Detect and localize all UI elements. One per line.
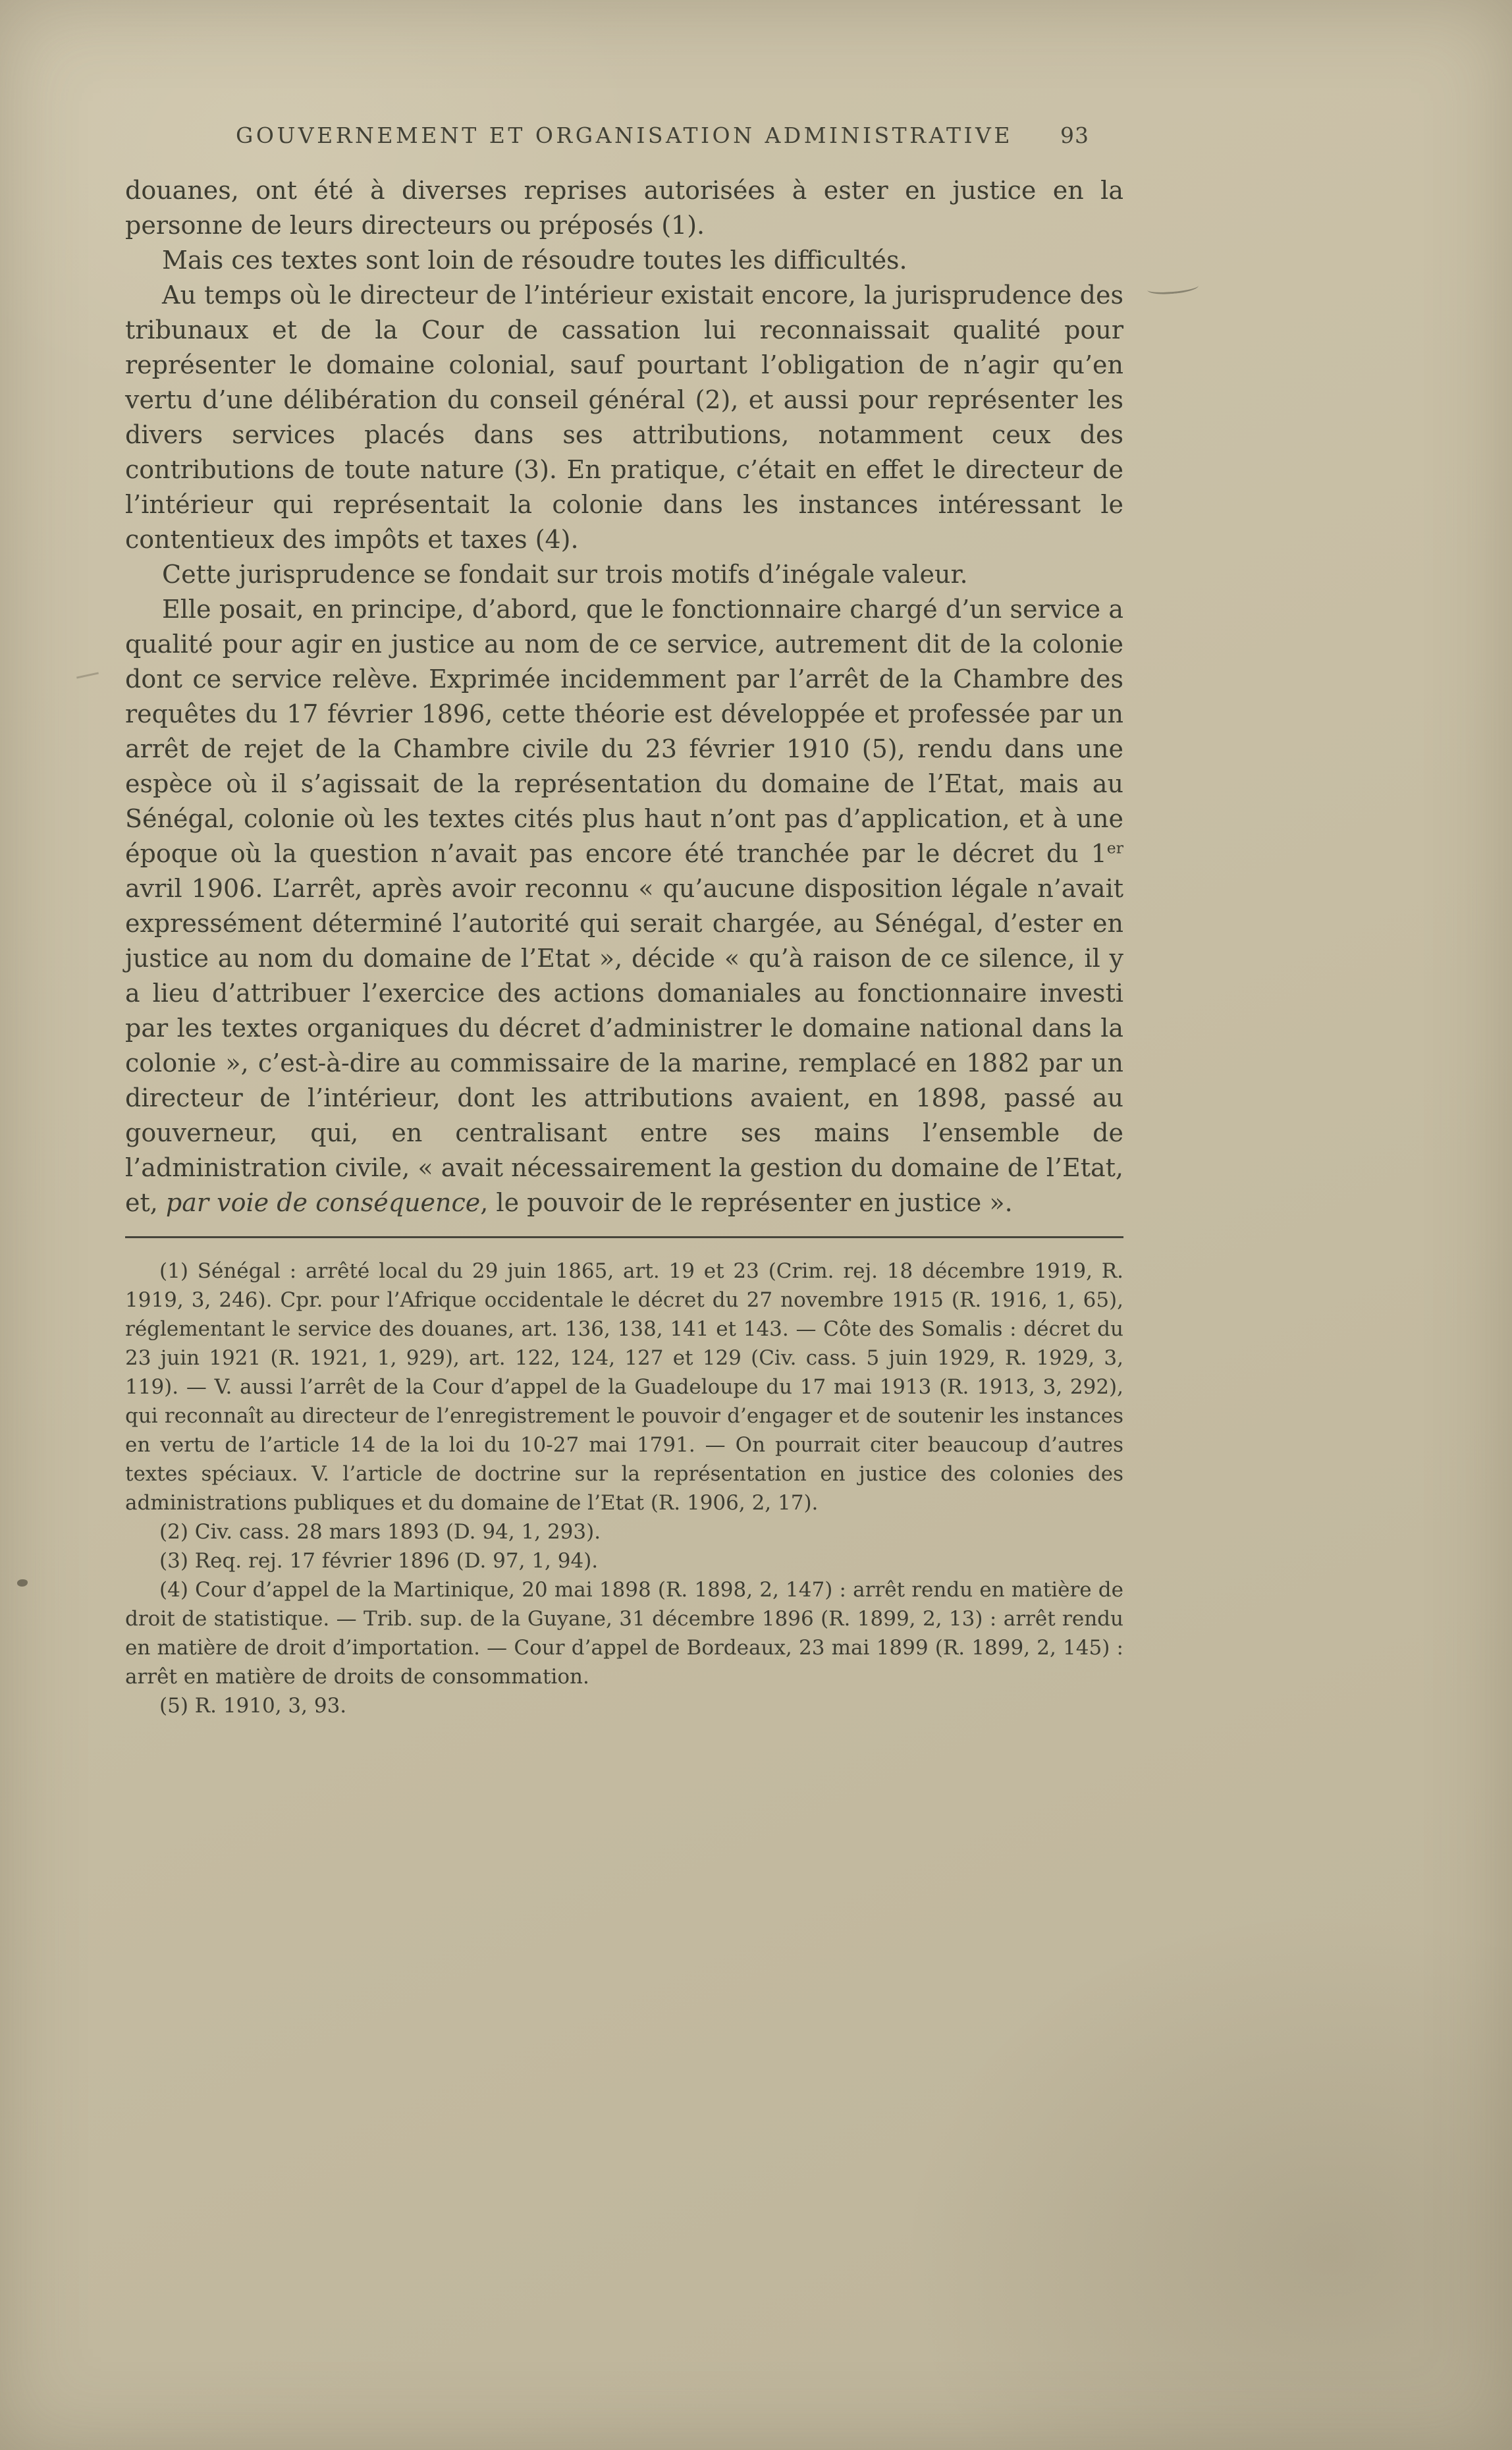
- footnote: [125, 1257, 1123, 1517]
- text-block: [125, 122, 1123, 1720]
- text-run: , le pouvoir de le représenter en justice ».: [480, 1188, 1013, 1217]
- paragraph: [125, 173, 1123, 243]
- text-run: (1) Sénégal : arrêté local du 29 juin 1865, art. 19 et 23 (Crim. rej. 18 décembre 1919, R. 1919, 3, 246). Cpr. pour l’Afrique occidentale le décret du 27 novembre 1915 (R. 1916, 1, 65), réglementant le service des douanes, art. 136, 138, 141 et 143. — Côte des Somalis : décret du 23 juin 1921 (R. 1921, 1, 929), art. 122, 124, 127 et 129 (Civ. cass. 5 juin 1929, R. 1929, 3, 119). — V. aussi l’arrêt de la Cour d’appel de la Guadeloupe du 17 mai 1913 (R. 1913, 3, 292), qui reconnaît au directeur de l’enregistrement le pouvoir d’engager et de soutenir les instances en vertu de l’article 14 de la loi du 10-27 mai 1791. — On pourrait citer beaucoup d’autres textes spéciaux. V. l’article de doctrine sur la représentation en justice des colonies des administrations publiques et du domaine de l’Etat (R. 1906, 2, 17).: [125, 1259, 1123, 1515]
- italic-text: par voie de conséquence: [165, 1188, 481, 1217]
- text-run: Mais ces textes sont loin de résoudre toutes les difficultés.: [162, 246, 907, 275]
- text-run: Cette jurisprudence se fondait sur trois motifs d’inégale valeur.: [162, 560, 968, 589]
- footnote: [125, 1546, 1123, 1575]
- footnote: [125, 1575, 1123, 1691]
- paragraph: [125, 557, 1123, 592]
- running-title: GOUVERNEMENT ET ORGANISATION ADMINISTRATIVE: [236, 122, 1013, 148]
- superscript-text: er: [1106, 838, 1123, 858]
- footnote-separator-rule: [125, 1236, 1123, 1238]
- paragraph: [125, 278, 1123, 557]
- text-run: (3) Req. rej. 17 février 1896 (D. 97, 1, 94).: [159, 1549, 599, 1573]
- text-run: (4) Cour d’appel de la Martinique, 20 mai 1898 (R. 1898, 2, 147) : arrêt rendu en matière de droit de statistique. — Trib. sup. de la Guyane, 31 décembre 1896 (R. 1899, 2, 13) : arrêt rendu en matière de droit d’importation. — Cour d’appel de Bordeaux, 23 mai 1899 (R. 1899, 2, 145) : arrêt en matière de droits de consommation.: [125, 1578, 1123, 1689]
- text-run: Au temps où le directeur de l’intérieur existait encore, la jurisprudence des tribunaux et de la Cour de cassation lui reconnaissait qualité pour représenter le domaine colonial, sauf pourtant l’obligation de n’agir qu’en vertu d’une délibération du conseil général (2), et aussi pour représenter les divers services placés dans ses attributions, notamment ceux des contributions de toute nature (3). En pratique, c’était en effet le directeur de l’intérieur qui représentait la colonie dans les instances intéressant le contentieux des impôts et taxes (4).: [125, 281, 1123, 554]
- margin-pencil-mark-artifact: [1147, 280, 1199, 296]
- page-number: 93: [1060, 122, 1089, 148]
- footnote: [125, 1517, 1123, 1546]
- footnotes-section: [125, 1257, 1123, 1720]
- scan-speck-artifact: [17, 1579, 28, 1587]
- margin-dash-artifact: [76, 672, 99, 678]
- text-run: (5) R. 1910, 3, 93.: [159, 1694, 347, 1718]
- text-run: (2) Civ. cass. 28 mars 1893 (D. 94, 1, 293).: [159, 1520, 601, 1544]
- text-run: Elle posait, en principe, d’abord, que le fonctionnaire chargé d’un service a qualité pour agir en justice au nom de ce service, autrement dit de la colonie dont ce service relève. Exprimée incidemment par l’arrêt de la Chambre des requêtes du 17 février 1896, cette théorie est développée et professée par un arrêt de rejet de la Chambre civile du 23 février 1910 (5), rendu dans une espèce où il s’agissait de la représentation du domaine de l’Etat, mais au Sénégal, colonie où les textes cités plus haut n’ont pas d’application, et à une époque où la question n’avait pas encore été tranchée par le décret du 1: [125, 595, 1123, 868]
- running-header: [125, 122, 1123, 148]
- text-run: douanes, ont été à diverses reprises autorisées à ester en justice en la personne de leurs directeurs ou préposés (1).: [125, 176, 1123, 240]
- paragraph: [125, 243, 1123, 278]
- paragraph: [125, 592, 1123, 1220]
- text-run: avril 1906. L’arrêt, après avoir reconnu « qu’aucune disposition légale n’avait expressément déterminé l’autorité qui serait chargée, au Sénégal, d’ester en justice au nom du domaine de l’Etat », décide « qu’à raison de ce silence, il y a lieu d’attribuer l’exercice des actions domaniales au fonctionnaire investi par les textes organiques du décret d’administrer le domaine national dans la colonie », c’est-à-dire au commissaire de la marine, remplacé en 1882 par un directeur de l’intérieur, dont les attributions avaient, en 1898, passé au gouverneur, qui, en centralisant entre ses mains l’ensemble de l’administration civile, « avait nécessairement la gestion du domaine de l’Etat, et,: [125, 874, 1123, 1217]
- main-text: [125, 173, 1123, 1220]
- footnote: [125, 1691, 1123, 1720]
